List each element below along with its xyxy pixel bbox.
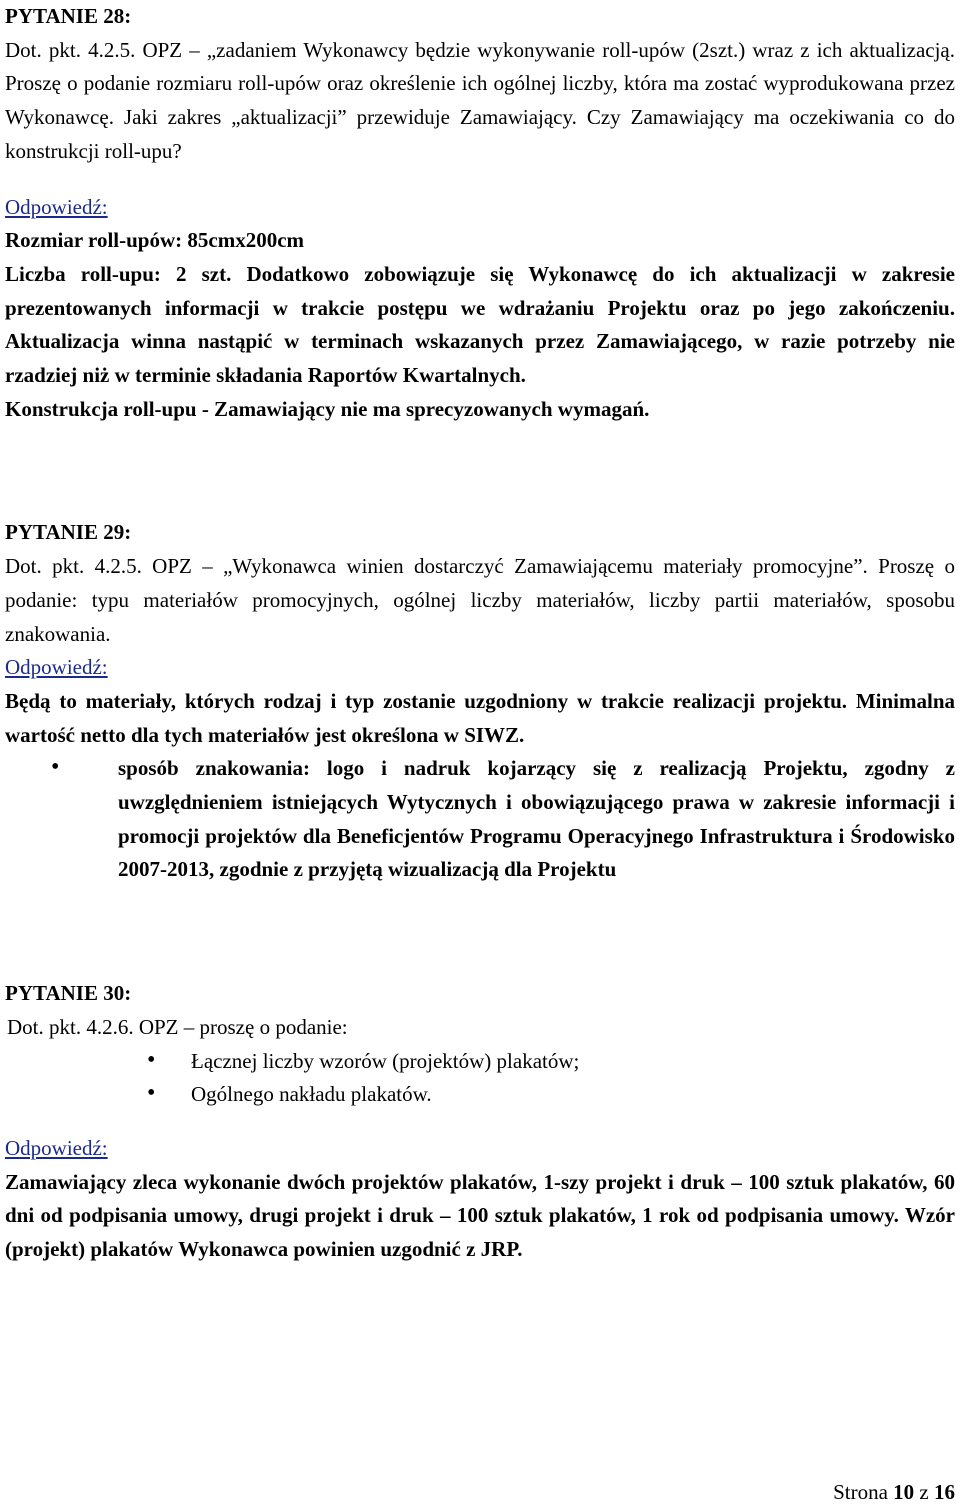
question-28-answer-label: Odpowiedź: [5,194,108,219]
question-28 [5,0,955,426]
question-28-answer-construction: Konstrukcja roll-upu - Zamawiający nie ma sprecyzowanych wymagań. [5,396,650,421]
question-29-heading: PYTANIE 29: [5,520,132,545]
page-footer [833,1480,955,1505]
question-30-text: Dot. pkt. 4.2.6. OPZ – proszę o podanie: [7,1014,348,1039]
question-29-answer-text: Będą to materiały, których rodzaj i typ zostanie uzgodniony w trakcie realizacji projektu. Minimalna wartość netto dla tych materiałów jest określona w SIWZ. [5,688,955,747]
question-29-answer-label: Odpowiedź: [5,655,108,680]
list-item: • sposób znakowania: logo i nadruk kojarzący się z realizacją Projektu, zgodny z uwzględnieniem istniejących Wytycznych i obowiązującego prawa w zakresie informacji i promocji projektów dla Beneficjentów Programu Operacyjnego Infrastruktura i Środowisko 2007-2013, zgodnie z przyjętą wizualizacją dla Projektu [5,752,955,887]
question-28-answer-count: Liczba roll-upu: 2 szt. Dodatkowo zobowiązuje się Wykonawcę do ich aktualizacji w zakresie prezentowanych informacji w trakcie postępu we wdrażaniu Projektu oraz po jego zakończeniu. Aktualizacja winna nastąpić w terminach wskazanych przez Zamawiającego, w razie potrzeby nie rzadziej niż w terminie składania Raportów Kwartalnych. [5,261,955,388]
question-28-heading: PYTANIE 28: [5,4,132,28]
footer-page-number: 10 [893,1480,915,1504]
question-30-answer-text: Zamawiający zleca wykonanie dwóch projektów plakatów, 1-szy projekt i druk – 100 sztuk plakatów, 60 dni od podpisania umowy, drugi projekt i druk – 100 sztuk plakatów, 1 rok od podpisania umowy. Wzór (projekt) plakatów Wykonawca powinien uzgodnić z JRP. [5,1169,955,1262]
question-28-text: Dot. pkt. 4.2.5. OPZ – „zadaniem Wykonawcy będzie wykonywanie roll-upów (2szt.) wraz z ich aktualizacją. Proszę o podanie rozmiaru roll-upów oraz określenie ich ogólnej liczby, która ma zostać wyprodukowana przez Wykonawcę. Jaki zakres „aktualizacji” przewiduje Zamawiający. Czy Zamawiający ma oczekiwania co do konstrukcji roll-upu? [5,37,955,163]
footer-page-total: 16 [934,1480,955,1504]
footer-prefix: Strona [833,1480,888,1504]
question-30-answer-label: Odpowiedź: [5,1135,108,1160]
question-29-text: Dot. pkt. 4.2.5. OPZ – „Wykonawca winien dostarczyć Zamawiającemu materiały promocyjne”. Proszę o podanie: typu materiałów promocyjnych, ogólnej liczby materiałów, liczby partii materiałów, sposobu znakowania. [5,554,955,646]
question-30-bullet-list [5,1045,955,1112]
question-30-heading: PYTANIE 30: [5,981,132,1006]
footer-of: z [919,1480,929,1504]
question-29-bullet-list [5,752,955,887]
question-29 [5,516,955,887]
document-page [5,0,955,1267]
list-item: • Łącznej liczby wzorów (projektów) plakatów; [5,1045,955,1079]
list-item: • Ogólnego nakładu plakatów. [5,1078,955,1112]
question-28-answer-size: Rozmiar roll-upów: 85cmx200cm [5,228,305,253]
question-30 [5,977,955,1267]
